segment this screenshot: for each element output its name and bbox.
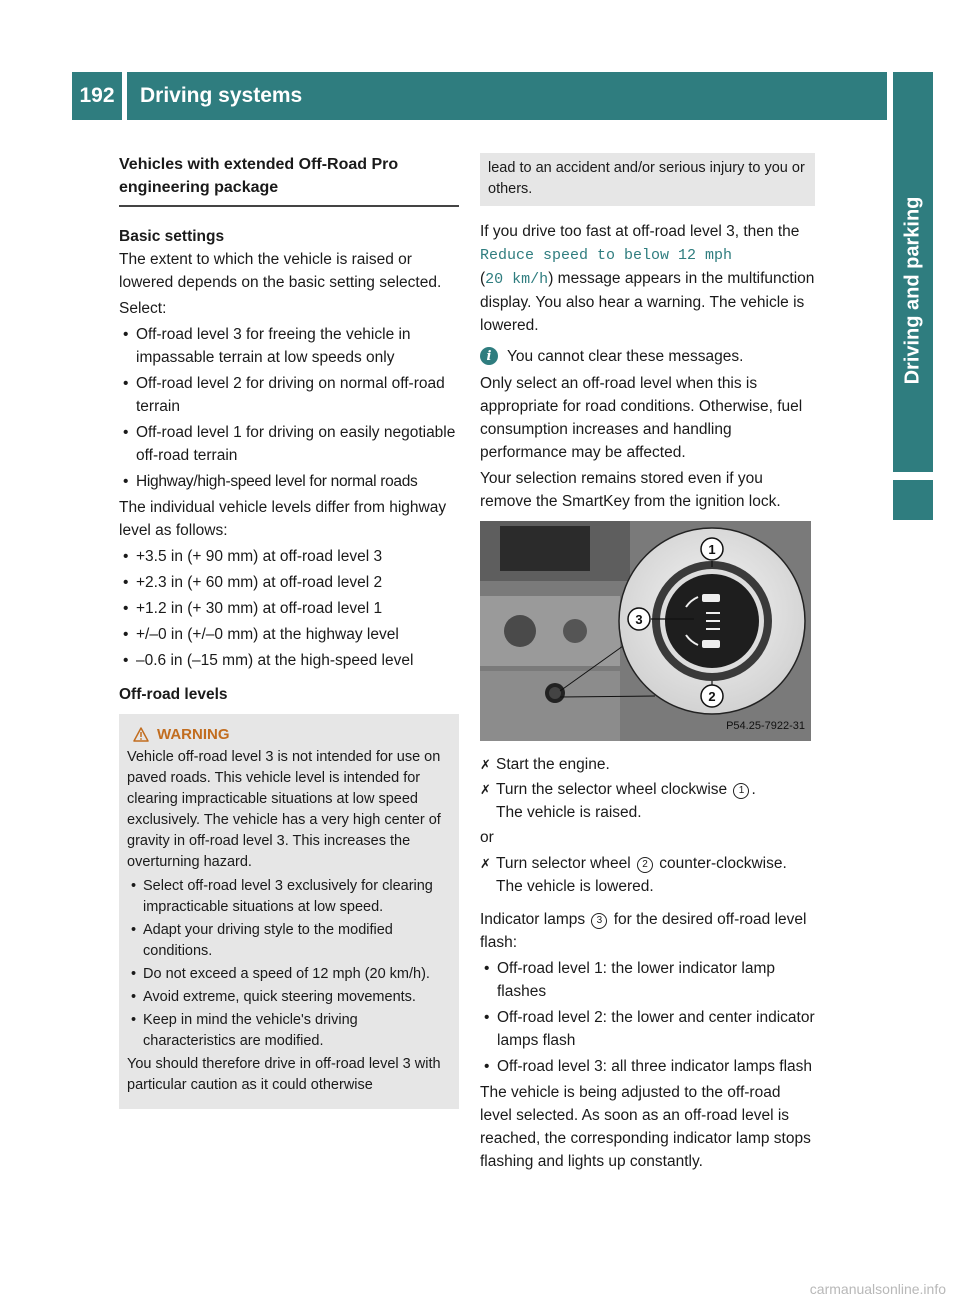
right-column xyxy=(480,153,815,1176)
info-note xyxy=(480,345,815,368)
basic-settings-text: The extent to which the vehicle is raised or lowered depends on the basic setting selected. xyxy=(119,251,442,291)
sidebar-marker xyxy=(893,480,933,520)
list-item: • +2.3 in (+ 60 mm) at off-road level 2 xyxy=(119,571,459,594)
warning-text: Vehicle off-road level 3 is not intended for use on paved roads. This vehicle level is intended for clearing impracticable situations at low speed exclusively. The vehicle has a very high center of gravity in off-road level 3. This increases the overturning hazard. xyxy=(127,749,441,870)
closing-paragraph: The vehicle is being adjusted to the off-road level selected. As soon as an off-road level is reached, the corresponding indicator lamp stops flashing and lights up constantly. xyxy=(480,1084,811,1170)
list-item: • Off-road level 3: all three indicator lamps flash xyxy=(480,1055,815,1078)
callout-3: 3 xyxy=(635,612,643,627)
list-item: • +3.5 in (+ 90 mm) at off-road level 3 xyxy=(119,545,459,568)
left-column xyxy=(119,153,459,1109)
indicator-paragraph xyxy=(480,908,815,954)
steps-list xyxy=(480,753,815,824)
flash-list xyxy=(480,957,815,1078)
p1-text-b: ( xyxy=(480,270,486,287)
callout-ref-2: 2 xyxy=(637,857,653,873)
p1-text-a: If you drive too fast at off-road level 3, then the xyxy=(480,223,800,240)
paragraph-stored: Your selection remains stored even if you remove the SmartKey from the ignition lock. xyxy=(480,470,781,510)
step2-text-b: . xyxy=(751,781,756,798)
levels-list xyxy=(119,545,459,672)
list-item: • Off-road level 1: the lower indicator lamp flashes xyxy=(480,957,815,1003)
dashboard-illustration xyxy=(480,521,811,741)
step3-result: The vehicle is lowered. xyxy=(496,878,654,895)
warning-box xyxy=(119,714,459,1109)
step-item xyxy=(480,852,815,898)
list-item: • Adapt your driving style to the modified conditions. xyxy=(127,920,451,962)
p1-text-c: ) message appears in the multifunction display. You also hear a warning. The vehicle is lowered. xyxy=(480,270,815,334)
callout-2: 2 xyxy=(708,689,716,704)
list-item: • +/–0 in (+/–0 mm) at the highway level xyxy=(119,623,459,646)
select-label: Select: xyxy=(119,300,167,317)
warning-triangle-icon xyxy=(133,727,149,742)
info-icon: i xyxy=(480,347,498,365)
warning-header xyxy=(127,724,451,745)
info-text: You cannot clear these messages. xyxy=(507,348,744,365)
speed-message-paragraph xyxy=(480,220,815,337)
figure-code: P54.25-7922-31 xyxy=(726,720,805,732)
basic-settings-heading: Basic settings xyxy=(119,228,225,245)
or-label: or xyxy=(480,829,494,846)
list-item: • Off-road level 3 for freeing the vehicle in impassable terrain at low speeds only xyxy=(119,323,459,369)
list-item: • Keep in mind the vehicle's driving characteristics are modified. xyxy=(127,1010,451,1052)
step3-text-b: counter-clockwise. xyxy=(655,855,787,872)
list-item: • Avoid extreme, quick steering movements. xyxy=(127,987,451,1008)
section-title: Vehicles with extended Off-Road Pro engineering package xyxy=(119,153,459,207)
select-list xyxy=(119,323,459,493)
page-title: Driving systems xyxy=(127,72,887,120)
warning-closing: You should therefore drive in off-road level 3 with particular caution as it could otherwise xyxy=(127,1056,441,1093)
list-item: • +1.2 in (+ 30 mm) at off-road level 1 xyxy=(119,597,459,620)
paragraph-conditions: Only select an off-road level when this is appropriate for road conditions. Otherwise, fuel consumption increases and handling performance may be affected. xyxy=(480,375,803,461)
selector-wheel-figure xyxy=(480,521,811,741)
list-item: • Off-road level 2 for driving on normal off-road terrain xyxy=(119,372,459,418)
list-item: • Do not exceed a speed of 12 mph (20 km/h). xyxy=(127,964,451,985)
indicator-text-a: Indicator lamps xyxy=(480,911,590,928)
callout-ref-3: 3 xyxy=(591,913,607,929)
offroad-heading: Off-road levels xyxy=(119,686,228,703)
warning-list xyxy=(127,876,451,1052)
step-item xyxy=(480,778,815,824)
watermark: carmanualsonline.info xyxy=(809,1281,946,1297)
step-item: ✗ Start the engine. xyxy=(480,753,815,776)
indicator-text-b: for the desired off-road level flash: xyxy=(480,911,807,951)
list-item: • –0.6 in (–15 mm) at the high-speed level xyxy=(119,649,459,672)
sidebar-label-wrap xyxy=(893,120,933,460)
step3-text-a: Turn selector wheel xyxy=(496,855,635,872)
footer xyxy=(0,1266,960,1302)
warning-title: WARNING xyxy=(157,726,230,743)
steps-list-2 xyxy=(480,852,815,898)
sidebar-label: Driving and parking xyxy=(901,196,924,384)
callout-1: 1 xyxy=(708,542,716,557)
step2-text-a: Turn the selector wheel clockwise xyxy=(496,781,732,798)
list-item: • Select off-road level 3 exclusively for clearing impracticable situations at low speed. xyxy=(127,876,451,918)
list-item: • Highway/high-speed level for normal roads xyxy=(119,470,459,493)
warning-continuation: lead to an accident and/or serious injury to you or others. xyxy=(480,153,815,206)
display-message-speed: Reduce speed to below 12 mph xyxy=(480,247,733,264)
page-number: 192 xyxy=(72,72,122,120)
list-item: • Off-road level 1 for driving on easily negotiable off-road terrain xyxy=(119,421,459,467)
levels-intro: The individual vehicle levels differ from highway level as follows: xyxy=(119,499,447,539)
step2-result: The vehicle is raised. xyxy=(496,804,642,821)
display-message-kmh: 20 km/h xyxy=(485,271,549,288)
callout-ref-1: 1 xyxy=(733,783,749,799)
list-item: • Off-road level 2: the lower and center indicator lamps flash xyxy=(480,1006,815,1052)
